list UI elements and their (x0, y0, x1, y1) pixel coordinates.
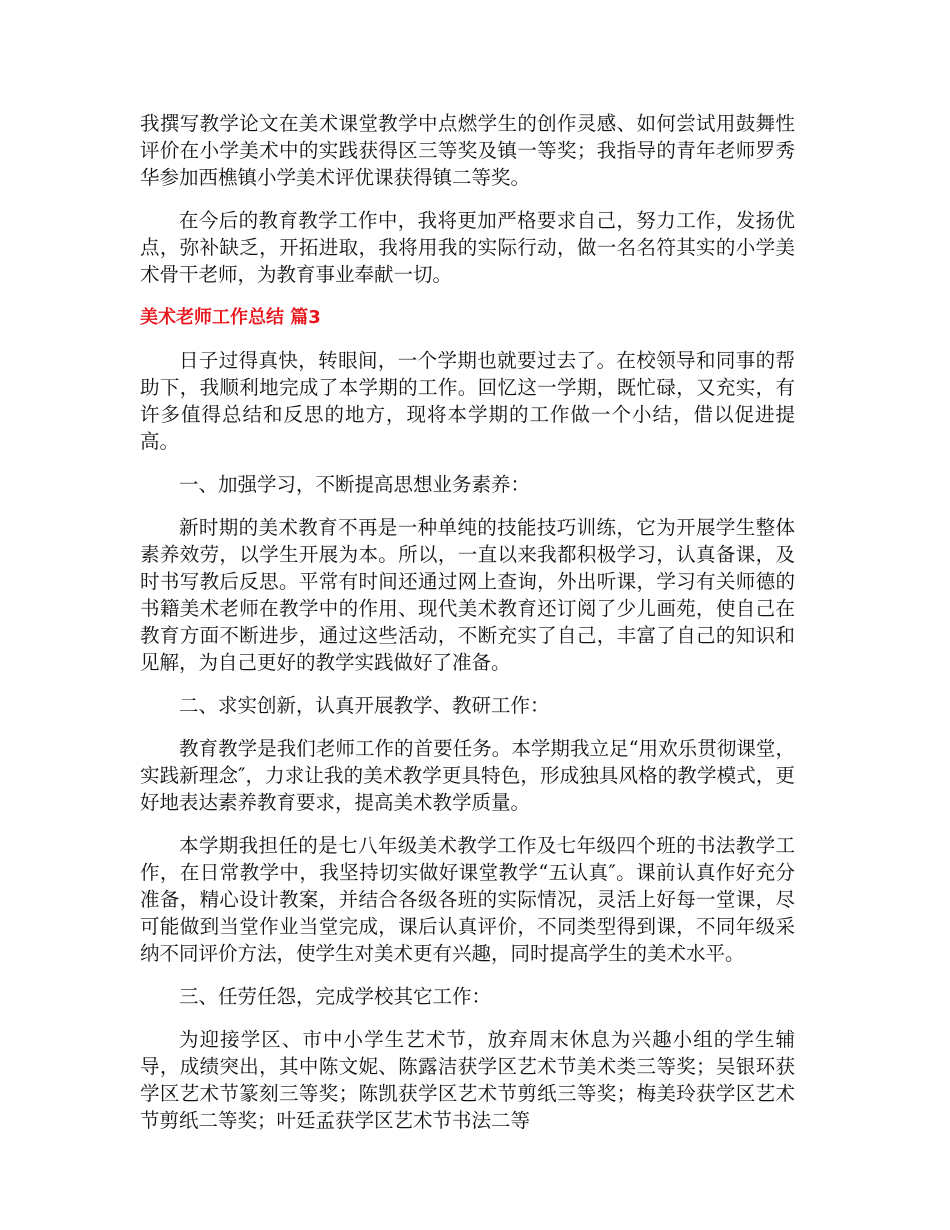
section-title-3: 三、任劳任怨，完成学校其它工作： (179, 985, 492, 1008)
paragraph-future-plans: 在今后的教育教学工作中，我将更加严格要求自己，努力工作，发扬优点，弥补缺乏，开拓进取，我将用我的实际行动，做一名名符其实的小学美术骨干老师，为教育事业奉献一切。 (140, 209, 795, 286)
paragraph-section-3: 为迎接学区、市中小学生艺术节，放弃周末休息为兴趣小组的学生辅导，成绩突出，其中陈文妮、陈露洁获学区艺术节美术类三等奖；吴银环获学区艺术节篆刻三等奖；陈凯获学区艺术节剪纸三等奖；梅美玲获学区艺术节剪纸二等奖；叶廷孟获学区艺术节书法二等 (140, 1028, 795, 1132)
paragraph-intro: 日子过得真快，转眼间，一个学期也就要过去了。在校领导和同事的帮助下，我顺利地完成了本学期的工作。回忆这一学期，既忙碌，又充实，有许多值得总结和反思的地方，现将本学期的工作做一个小结，借以促进提高。 (140, 349, 795, 453)
section-title-2: 二、求实创新，认真开展教学、教研工作： (179, 694, 550, 717)
paragraph-section-2b: 本学期我担任的是七八年级美术教学工作及七年级四个班的书法教学工作，在日常教学中，我坚持切实做好课堂教学“五认真″。课前认真作好充分准备，精心设计教案，并结合各级各班的实际情况，灵活上好每一堂课，尽可能做到当堂作业当堂完成，课后认真评价，不同类型得到课，不同年级采纳不同评价方法，使学生对美术更有兴趣，同时提高学生的美术水平。 (140, 834, 795, 965)
document-body (140, 110, 795, 1150)
paragraph-section-2a: 教育教学是我们老师工作的首要任务。本学期我立足“用欢乐贯彻课堂，实践新理念″，力求让我的美术教学更具特色，形成独具风格的教学模式，更好地表达素养教育要求，提高美术教学质量。 (140, 737, 795, 814)
section-heading: 美术老师工作总结 篇3 (140, 307, 321, 328)
paragraph-section-1: 新时期的美术教育不再是一种单纯的技能技巧训练，它为开展学生整体素养效劳，以学生开展为本。所以，一直以来我都积极学习，认真备课，及时书写教后反思。平常有时间还通过网上查询，外出听课，学习有关师德的书籍美术老师在教学中的作用、现代美术教育还订阅了少儿画苑，使自己在教育方面不断进步，通过这些活动，不断充实了自己，丰富了自己的知识和见解，为自己更好的教学实践做好了准备。 (140, 516, 795, 674)
section-title-1: 一、加强学习，不断提高思想业务素养： (179, 473, 531, 496)
paragraph-awards: 我撰写教学论文在美术课堂教学中点燃学生的创作灵感、如何尝试用鼓舞性评价在小学美术中的实践获得区三等奖及镇一等奖；我指导的青年老师罗秀华参加西樵镇小学美术评优课获得镇二等奖。 (140, 112, 795, 189)
